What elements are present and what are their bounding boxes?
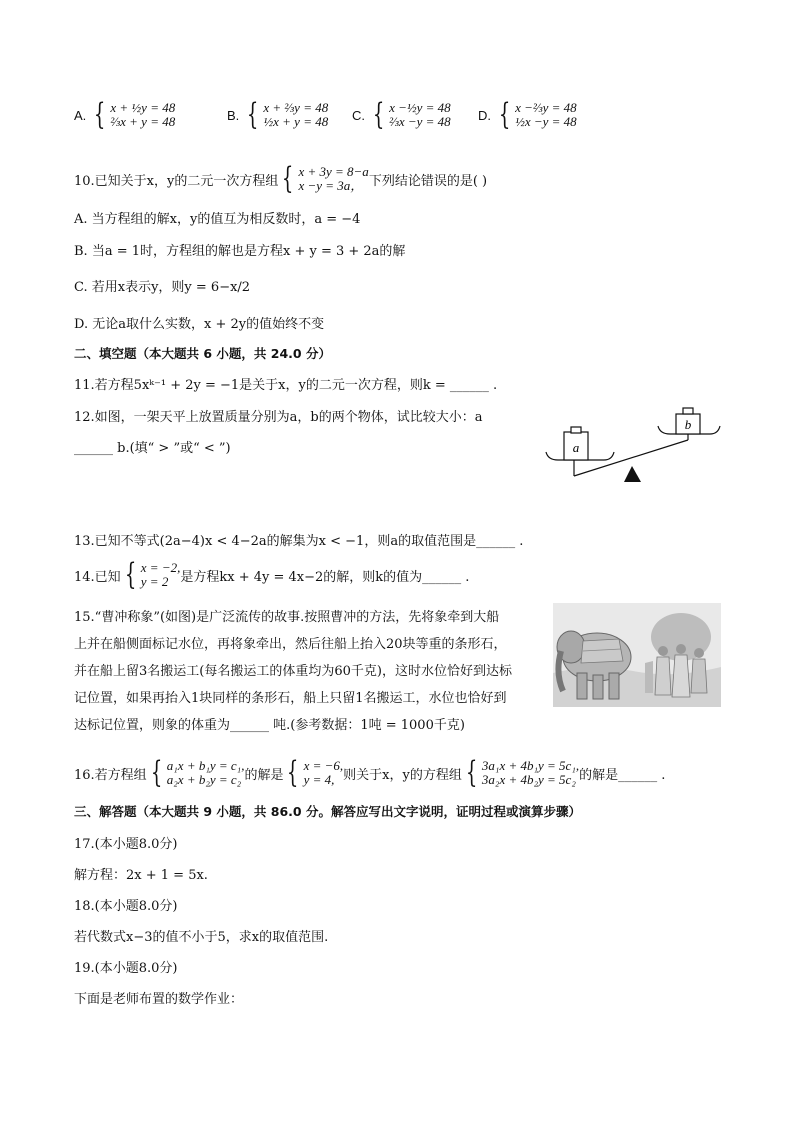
- section-2-heading: 二、填空题（本大题共 6 小题，共 24.0 分）: [74, 346, 331, 361]
- q9-c-row2: ⅔x −y = 48: [389, 114, 451, 129]
- q15-text: 15.“曹冲称象”(如图)是广泛流传的故事.按照曹冲的方法，先将象牵到大船 上并在船侧面标记水位，再将象牵出，然后往船上抬入20块等重的条形石， 并在船上留3名搬运工(每名搬运工的体重均为60千克)，这时水位恰好到达标 记位置，如果再抬入1块同样的条形石，船上只留1名搬运工，水位也恰好到 达标记位置，则象的体重为______ 吨.(参考数据：1吨 = 1000千克): [74, 610, 512, 733]
- q9-option-a: A. { x + ½y = 48 ⅔x + y = 48: [74, 97, 176, 132]
- q9-option-b: B. { x + ⅔y = 48 ½x + y = 48: [227, 97, 329, 132]
- q14: 14.已知 { x = −2, y = 2 是方程kx + 4y = 4x−2的解，则k的值为______ .: [74, 557, 470, 592]
- q13: 13.已知不等式(2a−4)x < 4−2a的解集为x < −1，则a的取值范围是______ .: [74, 534, 524, 549]
- q18-body: 若代数式x−3的值不小于5，求x的取值范围.: [74, 930, 329, 945]
- object-a-label: a: [572, 440, 580, 455]
- q16: 16.若方程组 { a₁x + b₁y = c₁, a₂x + b₂y = c₂ 的解是 { x = −6, y = 4, 则关于x，y的方程组 { 3a₁x + 4b₁y = 5c₁, 3a₂x + 4b₂y = 5c₂ 的解是______ .: [74, 755, 666, 790]
- cao-chong-elephant-illustration: [553, 603, 721, 707]
- q10-option-a: A. 当方程组的解x，y的值互为相反数时，a = −4: [74, 212, 361, 227]
- q11: 11.若方程5xᵏ⁻¹ + 2y = −1是关于x，y的二元一次方程，则k = ______ .: [74, 378, 498, 393]
- section-3-heading: 三、解答题（本大题共 9 小题，共 86.0 分。解答应写出文字说明，证明过程或演算步骤）: [74, 804, 581, 819]
- balance-scale-figure: [540, 400, 726, 486]
- q12-line1: 12.如图，一架天平上放置质量分别为a，b的两个物体，试比较大小：a: [74, 410, 483, 425]
- q10-row1: x + 3y = 8−a: [298, 164, 369, 179]
- q12-line2: ______ b.(填“ > ”或“ < ”): [74, 441, 231, 456]
- q9-c-row1: x −½y = 48: [389, 100, 451, 115]
- q19-title: 19.(本小题8.0分): [74, 961, 178, 976]
- q9-b-row2: ½x + y = 48: [263, 114, 329, 129]
- q9-d-row2: ½x −y = 48: [515, 114, 577, 129]
- q9-option-c: C. { x −½y = 48 ⅔x −y = 48: [352, 97, 451, 132]
- q10-option-c: C. 若用x表示y，则y = 6−x/2: [74, 280, 251, 295]
- q9-d-row1: x −⅔y = 48: [515, 100, 577, 115]
- q10-option-d: D. 无论a取什么实数，x + 2y的值始终不变: [74, 317, 325, 332]
- q18-title: 18.(本小题8.0分): [74, 899, 178, 914]
- q9-a-row2: ⅔x + y = 48: [110, 114, 176, 129]
- q9-b-row1: x + ⅔y = 48: [263, 100, 329, 115]
- q10-stem: 10.已知关于x，y的二元一次方程组 { x + 3y = 8−a x −y = 3a， 下列结论错误的是( ): [74, 161, 488, 196]
- object-b-label: b: [684, 417, 692, 432]
- q19-body: 下面是老师布置的数学作业：: [74, 992, 244, 1007]
- q9-a-row1: x + ½y = 48: [110, 100, 176, 115]
- q17-title: 17.(本小题8.0分): [74, 837, 178, 852]
- fulcrum: [624, 466, 641, 482]
- q9-option-d: D. { x −⅔y = 48 ½x −y = 48: [478, 97, 577, 132]
- q17-body: 解方程：2x + 1 = 5x.: [74, 868, 208, 883]
- q10-option-b: B. 当a = 1时，方程组的解也是方程x + y = 3 + 2a的解: [74, 244, 406, 259]
- q10-row2: x −y = 3a，: [298, 178, 364, 193]
